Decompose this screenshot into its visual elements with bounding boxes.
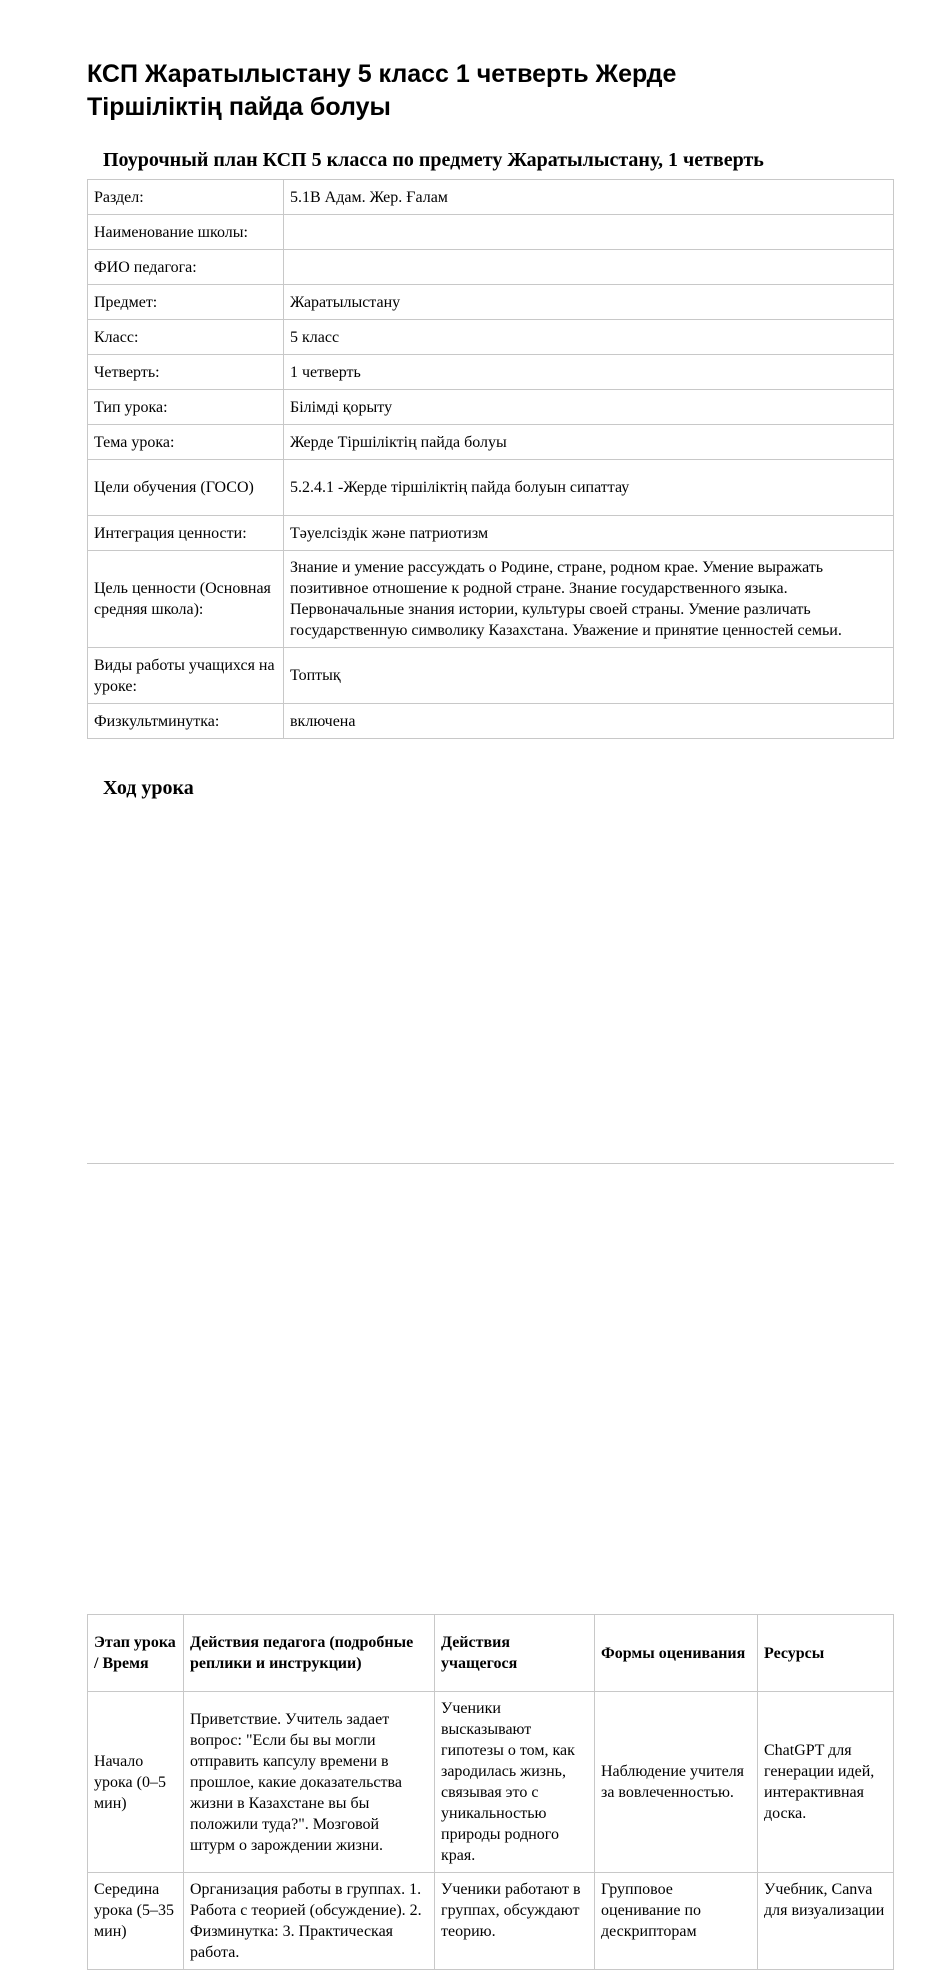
row-value: 5 класс bbox=[284, 320, 894, 355]
row-label: Физкультминутка: bbox=[88, 704, 284, 739]
cell-resources: Учебник, Canva для визуализации bbox=[758, 1873, 894, 1970]
column-header-teacher: Действия педагога (подробные реплики и инструкции) bbox=[184, 1615, 435, 1692]
table-row bbox=[88, 1692, 894, 1873]
row-value bbox=[284, 215, 894, 250]
table-row bbox=[88, 320, 894, 355]
lesson-section-title: Ход урока bbox=[103, 777, 194, 799]
table-row bbox=[88, 460, 894, 516]
table-bottom-edge bbox=[87, 1163, 894, 1164]
table-row bbox=[88, 215, 894, 250]
info-section-title: Поурочный план КСП 5 класса по предмету Жаратылыстану, 1 четверть bbox=[103, 149, 764, 171]
row-value: включена bbox=[284, 704, 894, 739]
row-label: ФИО педагога: bbox=[88, 250, 284, 285]
row-label: Цель ценности (Основная средняя школа): bbox=[88, 551, 284, 648]
row-label: Раздел: bbox=[88, 180, 284, 215]
table-row bbox=[88, 648, 894, 704]
cell-resources: ChatGPT для генерации идей, интерактивная доска. bbox=[758, 1692, 894, 1873]
row-value: Білімді қорыту bbox=[284, 390, 894, 425]
cell-student: Ученики высказывают гипотезы о том, как зародилась жизнь, связывая это с уникальностью природы родного края. bbox=[435, 1692, 595, 1873]
table-row bbox=[88, 516, 894, 551]
table-row bbox=[88, 390, 894, 425]
row-label: Предмет: bbox=[88, 285, 284, 320]
row-label: Четверть: bbox=[88, 355, 284, 390]
cell-teacher: Приветствие. Учитель задает вопрос: "Если бы вы могли отправить капсулу времени в прошлое, какие доказательства жизни в Казахстане вы бы положили туда?". Мозговой штурм о зарождении жизни. bbox=[184, 1692, 435, 1873]
row-label: Тема урока: bbox=[88, 425, 284, 460]
row-label: Тип урока: bbox=[88, 390, 284, 425]
document-title: КСП Жаратылыстану 5 класс 1 четверть Жерде Тіршіліктің пайда болуы bbox=[87, 60, 677, 121]
lesson-plan-table bbox=[87, 1614, 894, 1970]
row-label: Наименование школы: bbox=[88, 215, 284, 250]
row-label: Класс: bbox=[88, 320, 284, 355]
row-value: 1 четверть bbox=[284, 355, 894, 390]
table-row bbox=[88, 704, 894, 739]
cell-teacher: Организация работы в группах. 1. Работа с теорией (обсуждение). 2. Физминутка: 3. Практическая работа. bbox=[184, 1873, 435, 1970]
row-value: Знание и умение рассуждать о Родине, стране, родном крае. Умение выражать позитивное отношение к родной стране. Знание государственного языка. Первоначальные знания истории, культуры своей страны. Умение различать государственную символику Казахстана. Уважение и принятие ценностей семьи. bbox=[284, 551, 894, 648]
cell-assessment: Наблюдение учителя за вовлеченностью. bbox=[595, 1692, 758, 1873]
cell-student: Ученики работают в группах, обсуждают теорию. bbox=[435, 1873, 595, 1970]
row-value: Тәуелсіздік және патриотизм bbox=[284, 516, 894, 551]
column-header-student: Действия учащегося bbox=[435, 1615, 595, 1692]
table-row bbox=[88, 355, 894, 390]
row-value: Жерде Тіршіліктің пайда болуы bbox=[284, 425, 894, 460]
cell-assessment: Групповое оценивание по дескрипторам bbox=[595, 1873, 758, 1970]
table-row bbox=[88, 285, 894, 320]
column-header-resources: Ресурсы bbox=[758, 1615, 894, 1692]
row-value: 5.2.4.1 -Жерде тіршіліктің пайда болуын сипаттау bbox=[284, 460, 894, 516]
row-label: Интеграция ценности: bbox=[88, 516, 284, 551]
row-label: Виды работы учащихся на уроке: bbox=[88, 648, 284, 704]
table-row bbox=[88, 1873, 894, 1970]
lesson-info-table bbox=[87, 179, 894, 739]
table-row bbox=[88, 551, 894, 648]
cell-stage: Начало урока (0–5 мин) bbox=[88, 1692, 184, 1873]
cell-stage: Середина урока (5–35 мин) bbox=[88, 1873, 184, 1970]
row-value: 5.1B Адам. Жер. Ғалам bbox=[284, 180, 894, 215]
row-value bbox=[284, 250, 894, 285]
table-row bbox=[88, 425, 894, 460]
column-header-stage: Этап урока / Время bbox=[88, 1615, 184, 1692]
table-row bbox=[88, 250, 894, 285]
row-value: Жаратылыстану bbox=[284, 285, 894, 320]
row-value: Топтық bbox=[284, 648, 894, 704]
table-row bbox=[88, 180, 894, 215]
row-label: Цели обучения (ГОСО) bbox=[88, 460, 284, 516]
column-header-assessment: Формы оценивания bbox=[595, 1615, 758, 1692]
lesson-table-viewport bbox=[87, 807, 894, 1961]
table-header-row bbox=[88, 1615, 894, 1692]
